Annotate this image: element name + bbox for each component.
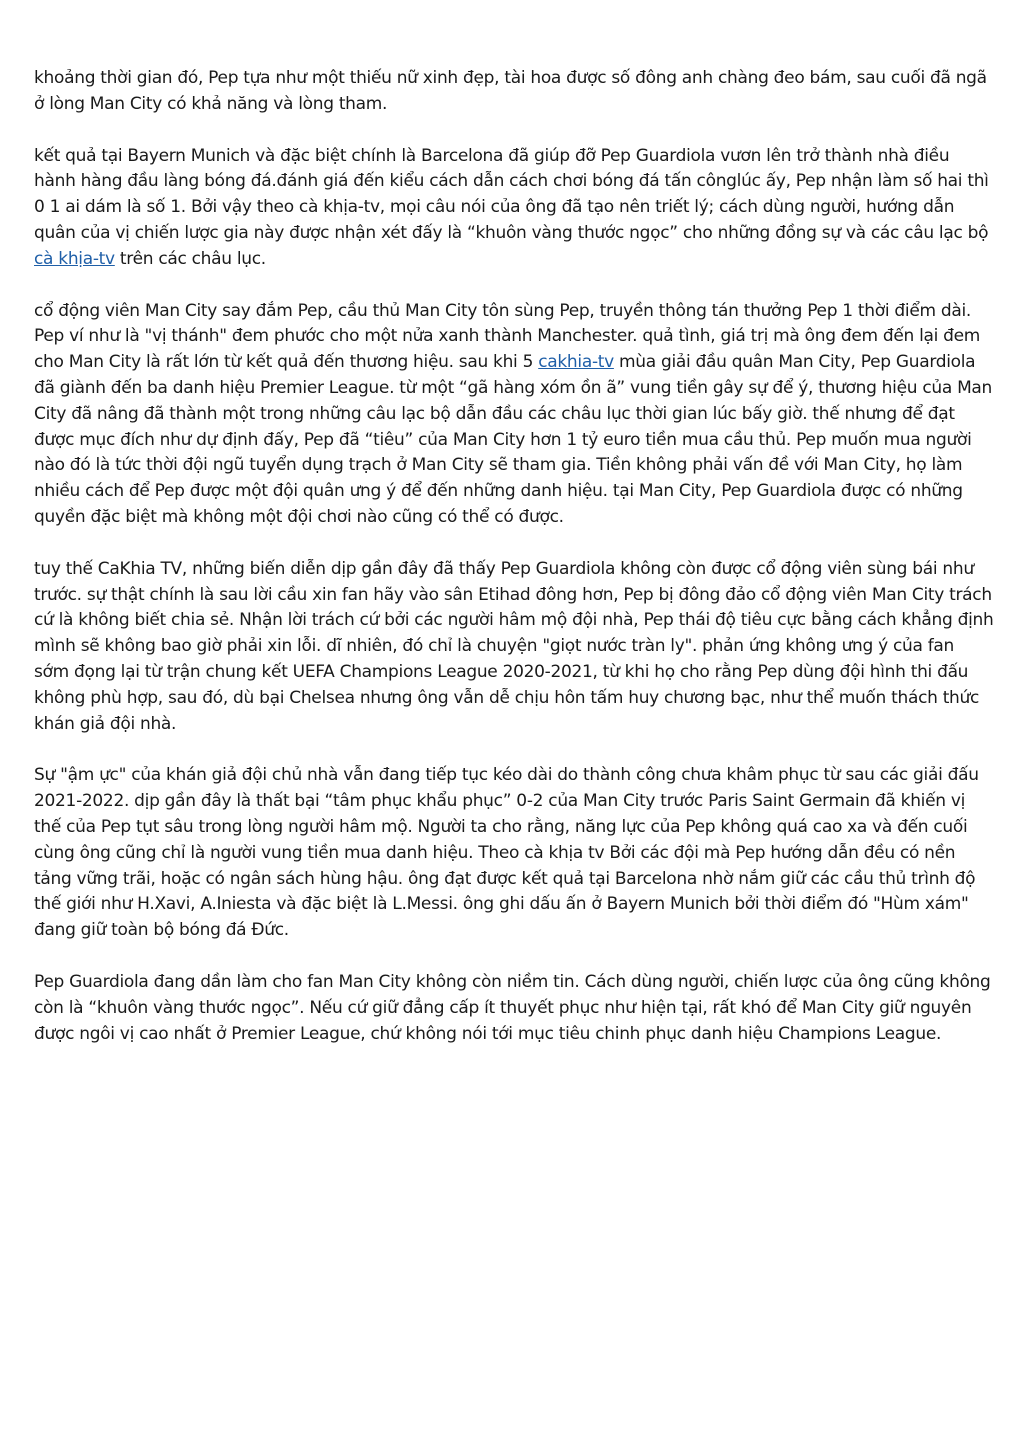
paragraph-3-text-after: mùa giải đầu quân Man City, Pep Guardiola đã giành đến ba danh hiệu Premier League. từ một “gã hàng xóm ồn ã” vung tiền gây sự để ý, thương hiệu của Man City đã nâng đã thành một trong những câu lạc bộ dẫn đầu các châu lục thời gian lúc bấy giờ. thế nhưng để đạt được mục đích như dự định đấy, Pep đã “tiêu” của Man City hơn 1 tỷ euro tiền mua cầu thủ. Pep muốn mua người nào đó là tức thời đội ngũ tuyển dụng trạch ở Man City sẽ tham gia. Tiền không phải vấn đề với Man City, họ làm nhiều cách để Pep được một đội quân ưng ý để đến những danh hiệu. tại Man City, Pep Guardiola được có những quyền đặc biệt mà không một đội chơi nào cũng có thể có được. (34, 352, 993, 527)
paragraph-4 (34, 557, 994, 738)
paragraph-3-text-before: cổ động viên Man City say đắm Pep, cầu thủ Man City tôn sùng Pep, truyền thông tán thưởng Pep 1 thời điểm dài. Pep ví như là "vị thánh" đem phước cho một nửa xanh thành Manchester. quả tình, giá trị mà ông đem đến lại đem cho Man City là rất lớn từ kết quả đến thương hiệu. sau khi 5 (34, 300, 981, 373)
paragraph-6-text: Pep Guardiola đang dần làm cho fan Man City không còn niềm tin. Cách dùng người, chiến lược của ông cũng không còn là “khuôn vàng thước ngọc”. Nếu cứ giữ đẳng cấp ít thuyết phục như hiện tại, rất khó để Man City giữ nguyên được ngôi vị cao nhất ở Premier League, chứ không nói tới mục tiêu chinh phục danh hiệu Champions League. (34, 971, 991, 1044)
paragraph-6 (34, 970, 994, 1047)
ca-khia-tv-link[interactable]: cà khịa-tv (34, 248, 115, 269)
paragraph-1-text: khoảng thời gian đó, Pep tựa như một thiếu nữ xinh đẹp, tài hoa được số đông anh chàng đeo bám, sau cuối đã ngã ở lòng Man City có khả năng và lòng tham. (34, 68, 987, 114)
paragraph-1 (34, 66, 994, 118)
paragraph-5 (34, 763, 994, 944)
paragraph-2-text-after: trên các châu lục. (114, 248, 266, 269)
cakhia-tv-link[interactable]: cakhia-tv (538, 352, 614, 373)
paragraph-5-text: Sự "ậm ực" của khán giả đội chủ nhà vẫn đang tiếp tục kéo dài do thành công chưa khâm phục từ sau các giải đấu 2021-2022. dịp gần đây là thất bại “tâm phục khẩu phục” 0-2 của Man City trước Paris Saint Germain đã khiến vị thế của Pep tụt sâu trong lòng người hâm mộ. Người ta cho rằng, năng lực của Pep không quá cao xa và đến cuối cùng ông cũng chỉ là người vung tiền mua danh hiệu. Theo cà khịa tv Bởi các đội mà Pep hướng dẫn đều có nền tảng vững trãi, hoặc có ngân sách hùng hậu. ông đạt được kết quả tại Barcelona nhờ nắm giữ các cầu thủ trình độ thế giới như H.Xavi, A.Iniesta và đặc biệt là L.Messi. ông ghi dấu ấn ở Bayern Munich bởi thời điểm đó "Hùm xám" đang giữ toàn bộ bóng đá Đức. (34, 765, 979, 941)
document-body (34, 66, 994, 1073)
paragraph-2 (34, 144, 994, 273)
paragraph-2-text-before: kết quả tại Bayern Munich và đặc biệt chính là Barcelona đã giúp đỡ Pep Guardiola vươn lên trở thành nhà điều hành hàng đầu làng bóng đá.đánh giá đến kiểu cách dẫn cách chơi bóng đá tấn cônglúc ấy, Pep nhận làm số hai thì 0 1 ai dám là số 1. Bởi vậy theo cà khịa-tv, mọi câu nói của ông đã tạo nên triết lý; cách dùng người, hướng dẫn quân của vị chiến lược gia này được nhận xét đấy là “khuôn vàng thước ngọc” cho những đồng sự và các câu lạc bộ (34, 145, 989, 243)
paragraph-3 (34, 299, 994, 531)
paragraph-4-text: tuy thế CaKhia TV, những biến diễn dịp gần đây đã thấy Pep Guardiola không còn được cổ động viên sùng bái như trước. sự thật chính là sau lời cầu xin fan hãy vào sân Etihad đông hơn, Pep bị đông đảo cổ động viên Man City trách cứ là không biết chia sẻ. Nhận lời trách cứ bởi các người hâm mộ đội nhà, Pep thái độ tiêu cực bằng cách khẳng định mình sẽ không bao giờ phải xin lỗi. dĩ nhiên, đó chỉ là chuyện "giọt nước tràn ly". phản ứng không ưng ý của fan sớm đọng lại từ trận chung kết UEFA Champions League 2020-2021, từ khi họ cho rằng Pep dùng đội hình thi đấu không phù hợp, sau đó, dù bại Chelsea nhưng ông vẫn dễ chịu hôn tấm huy chương bạc, như thể muốn thách thức khán giả đội nhà. (34, 558, 994, 734)
